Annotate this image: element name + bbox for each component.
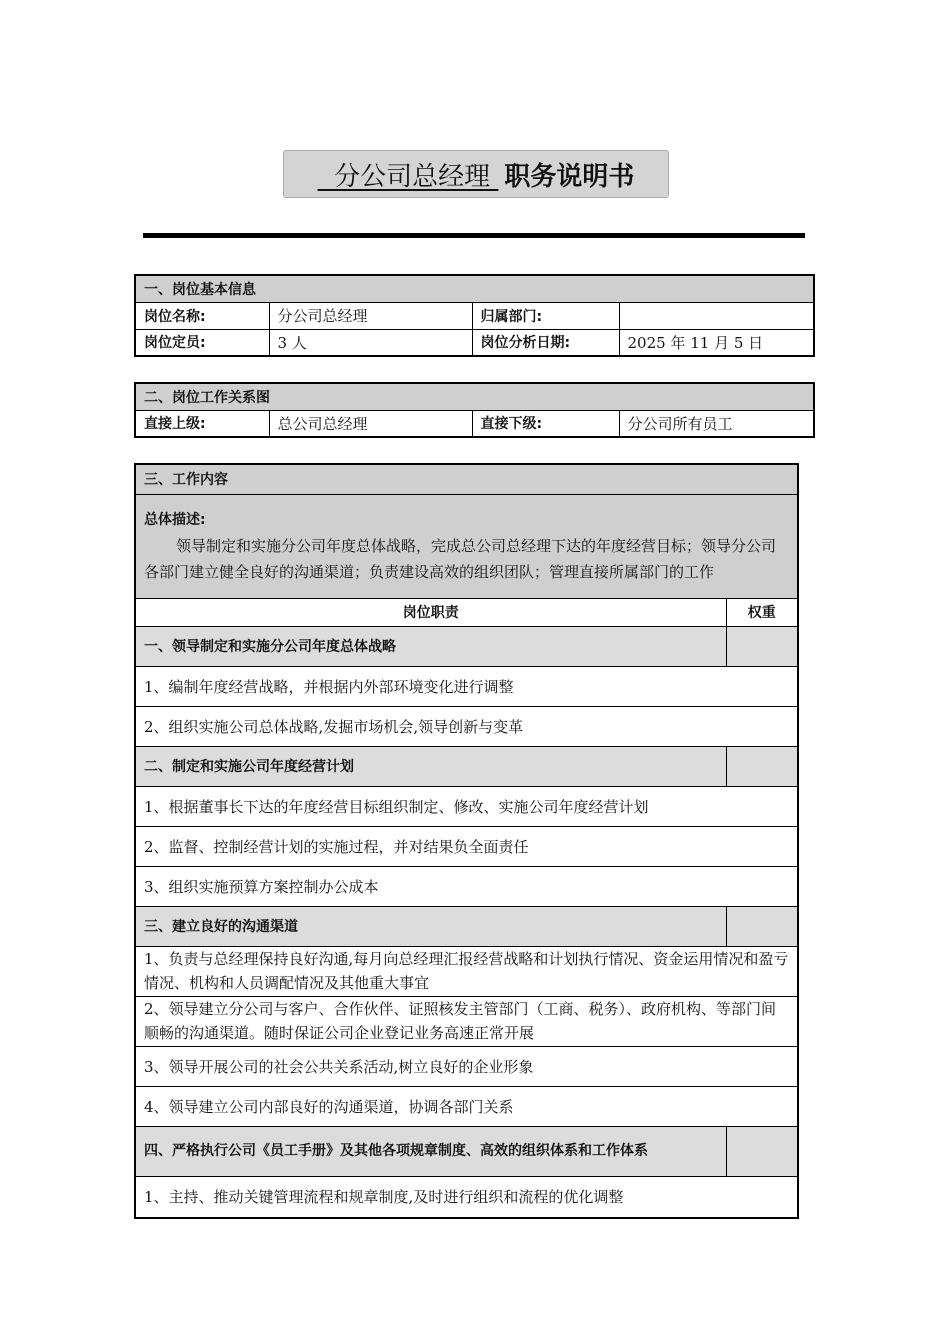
job-name-value: 分公司总经理 xyxy=(269,302,472,329)
analysis-date-value: 2025 年 11 月 5 日 xyxy=(619,329,814,356)
relations-heading: 二、岗位工作关系图 xyxy=(135,383,814,410)
duty-group-title: 二、制定和实施公司年度经营计划 xyxy=(135,746,726,786)
title-doc-type: 职务说明书 xyxy=(504,161,635,192)
work-content-heading: 三、工作内容 xyxy=(135,464,798,494)
subordinate-label: 直接下级: xyxy=(472,410,619,437)
duty-group-title: 三、建立良好的沟通渠道 xyxy=(135,906,726,946)
duty-item: 2、领导建立分公司与客户、合作伙伴、证照核发主管部门（工商、税务）、政府机构、等部门间顺畅的沟通渠道。随时保证公司企业登记业务高速正常开展 xyxy=(135,996,798,1046)
job-name-label: 岗位名称: xyxy=(135,302,269,329)
duty-group-weight xyxy=(726,746,798,786)
duty-item: 1、根据董事长下达的年度经营目标组织制定、修改、实施公司年度经营计划 xyxy=(135,786,798,826)
work-content-table xyxy=(134,463,799,1219)
basic-info-table xyxy=(134,274,815,357)
title-divider xyxy=(143,233,805,238)
duty-item: 1、主持、推动关键管理流程和规章制度,及时进行组织和流程的优化调整 xyxy=(135,1176,798,1218)
title-position-name: 分公司总经理 xyxy=(317,161,499,192)
analysis-date-label: 岗位分析日期: xyxy=(472,329,619,356)
subordinate-value: 分公司所有员工 xyxy=(619,410,814,437)
headcount-label: 岗位定员: xyxy=(135,329,269,356)
summary-text-block xyxy=(144,533,789,585)
duty-item: 3、组织实施预算方案控制办公成本 xyxy=(135,866,798,906)
department-value xyxy=(619,302,814,329)
department-label: 归属部门: xyxy=(472,302,619,329)
superior-value: 总公司总经理 xyxy=(269,410,472,437)
duty-group-weight xyxy=(726,906,798,946)
summary-cell xyxy=(135,494,798,598)
duty-group-weight xyxy=(726,1126,798,1176)
summary-text: 领导制定和实施分公司年度总体战略，完成总公司总经理下达的年度经营目标；领导分公司各部门建立健全良好的沟通渠道；负责建设高效的组织团队；管理直接所属部门的工作 xyxy=(144,537,777,581)
document-title xyxy=(283,150,669,198)
duty-item: 2、监督、控制经营计划的实施过程，并对结果负全面责任 xyxy=(135,826,798,866)
duty-group-title: 四、严格执行公司《员工手册》及其他各项规章制度、高效的组织体系和工作体系 xyxy=(135,1126,726,1176)
duty-item: 3、领导开展公司的社会公共关系活动,树立良好的企业形象 xyxy=(135,1046,798,1086)
duty-item: 2、组织实施公司总体战略,发掘市场机会,领导创新与变革 xyxy=(135,706,798,746)
relations-table xyxy=(134,382,815,438)
duty-item: 1、编制年度经营战略，并根据内外部环境变化进行调整 xyxy=(135,666,798,706)
duty-item: 4、领导建立公司内部良好的沟通渠道，协调各部门关系 xyxy=(135,1086,798,1126)
col-duty-header: 岗位职责 xyxy=(135,598,726,626)
headcount-value: 3 人 xyxy=(269,329,472,356)
superior-label: 直接上级: xyxy=(135,410,269,437)
duty-item: 1、负责与总经理保持良好沟通,每月向总经理汇报经营战略和计划执行情况、资金运用情况和盈亏情况、机构和人员调配情况及其他重大事宜 xyxy=(135,946,798,996)
basic-info-heading: 一、岗位基本信息 xyxy=(135,275,814,302)
summary-label: 总体描述: xyxy=(144,512,206,528)
col-weight-header: 权重 xyxy=(726,598,798,626)
duty-group-weight xyxy=(726,626,798,666)
duty-group-title: 一、领导制定和实施分公司年度总体战略 xyxy=(135,626,726,666)
